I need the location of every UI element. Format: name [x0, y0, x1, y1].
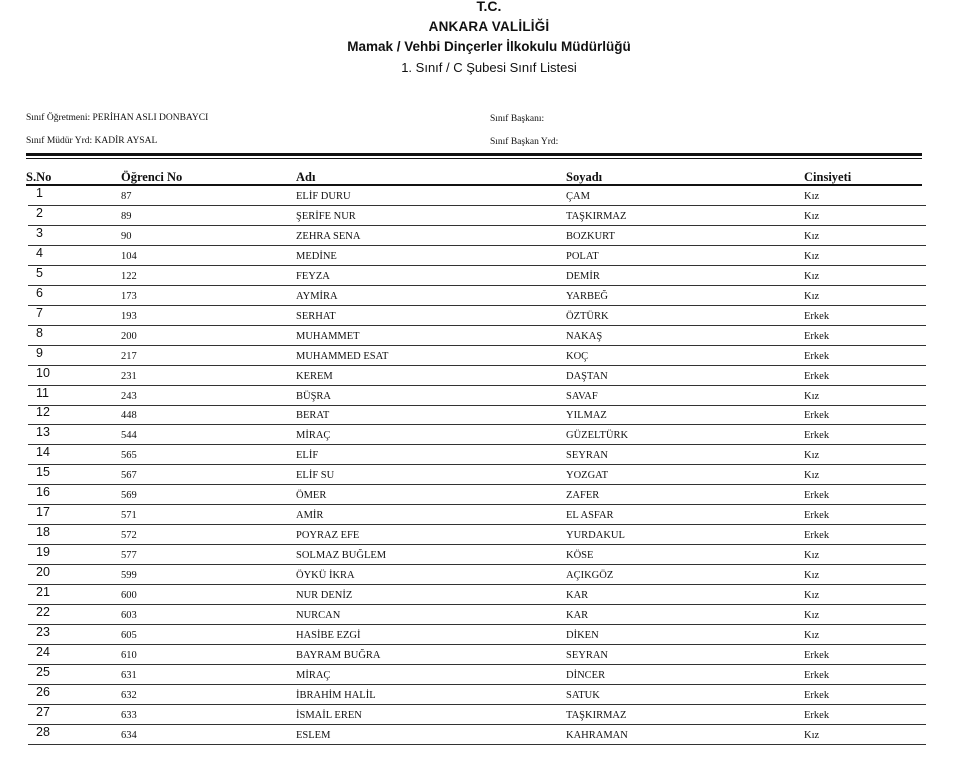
student-first-name: KEREM: [296, 370, 333, 382]
student-surname: DİNCER: [566, 669, 606, 681]
student-number: 632: [121, 689, 137, 701]
document-title: 1. Sınıf / C Şubesi Sınıf Listesi: [401, 60, 577, 75]
student-surname: TAŞKIRMAZ: [566, 709, 627, 721]
column-header-student-no: Öğrenci No: [121, 170, 183, 184]
row-number: 2: [36, 205, 43, 220]
table-row: [0, 346, 978, 366]
row-number: 17: [36, 505, 50, 520]
header-governorship: ANKARA VALİLİĞİ: [428, 19, 550, 34]
student-gender: Kız: [804, 390, 820, 402]
divider-thick: [26, 153, 922, 156]
row-number: 12: [36, 405, 50, 420]
student-surname: ÖZTÜRK: [566, 310, 609, 322]
row-number: 1: [36, 186, 43, 200]
class-president: Sınıf Başkanı:: [490, 114, 545, 124]
student-gender: Erkek: [804, 330, 830, 342]
student-first-name: BÜŞRA: [296, 390, 332, 402]
student-first-name: ELİF DURU: [296, 191, 351, 202]
student-surname: KOÇ: [566, 350, 589, 362]
student-surname: SEYRAN: [566, 450, 609, 462]
row-number: 21: [36, 585, 50, 599]
table-row: [0, 565, 978, 585]
student-gender: Erkek: [804, 709, 830, 721]
student-surname: NAKAŞ: [566, 330, 603, 342]
student-number: 600: [121, 590, 137, 601]
table-header: [0, 170, 978, 185]
table-row: [0, 725, 978, 745]
student-gender: Kız: [804, 450, 820, 462]
row-number: 26: [36, 684, 50, 699]
student-surname: YILMAZ: [566, 410, 607, 422]
student-surname: TAŞKIRMAZ: [566, 210, 627, 222]
student-surname: DİKEN: [566, 629, 599, 641]
student-surname: ZAFER: [566, 490, 600, 502]
student-gender: Kız: [804, 210, 820, 222]
student-surname: YARBEĞ: [566, 290, 609, 302]
column-header-sno: S.No: [26, 170, 52, 184]
student-surname: KAR: [566, 590, 589, 601]
student-first-name: NURCAN: [296, 609, 341, 621]
student-number: 104: [121, 250, 137, 262]
student-number: 87: [121, 191, 132, 202]
table-row: [0, 605, 978, 625]
student-gender: Kız: [804, 250, 820, 262]
student-number: 634: [121, 729, 137, 741]
table-row: [0, 445, 978, 465]
student-gender: Erkek: [804, 350, 830, 362]
divider-thin: [26, 158, 922, 159]
student-gender: Erkek: [804, 649, 830, 661]
student-number: 200: [121, 330, 137, 342]
row-number: 6: [36, 285, 43, 300]
student-gender: Kız: [804, 590, 820, 601]
student-gender: Erkek: [804, 310, 830, 322]
student-gender: Kız: [804, 729, 820, 741]
table-row: [0, 246, 978, 266]
student-number: 89: [121, 210, 132, 222]
student-number: 217: [121, 350, 137, 362]
student-gender: Kız: [804, 629, 820, 641]
student-number: 610: [121, 649, 137, 661]
row-number: 23: [36, 624, 50, 639]
header-school: Mamak / Vehbi Dinçerler İlkokulu Müdürlüğü: [347, 39, 631, 54]
student-surname: BOZKURT: [566, 230, 615, 242]
column-header-gender: Cinsiyeti: [804, 170, 852, 184]
student-gender: Erkek: [804, 510, 830, 522]
student-first-name: ZEHRA SENA: [296, 230, 361, 242]
student-first-name: İSMAİL EREN: [296, 709, 362, 721]
row-number: 15: [36, 465, 50, 480]
student-first-name: ELİF SU: [296, 470, 335, 482]
table-row: [0, 625, 978, 645]
student-first-name: MUHAMMED ESAT: [296, 350, 389, 362]
student-gender: Erkek: [804, 370, 830, 382]
student-first-name: MUHAMMET: [296, 330, 360, 342]
table-row: [0, 306, 978, 326]
student-gender: Erkek: [804, 669, 830, 681]
student-gender: Kız: [804, 470, 820, 482]
student-surname: SATUK: [566, 689, 600, 701]
table-row: [0, 665, 978, 685]
student-number: 605: [121, 629, 137, 641]
student-surname: YOZGAT: [566, 470, 608, 482]
class-teacher: Sınıf Öğretmeni: PERİHAN ASLI DONBAYCI: [26, 113, 209, 123]
table-row: [0, 425, 978, 445]
row-number: 16: [36, 485, 50, 500]
student-surname: EL ASFAR: [566, 510, 614, 522]
student-number: 603: [121, 609, 137, 621]
student-number: 565: [121, 450, 137, 462]
row-number: 14: [36, 445, 50, 460]
column-header-surname: Soyadı: [566, 170, 603, 184]
table-row: [0, 366, 978, 386]
student-gender: Kız: [804, 230, 820, 242]
row-number: 10: [36, 365, 50, 380]
student-number: 633: [121, 709, 137, 721]
row-number: 24: [36, 644, 50, 659]
student-surname: KAR: [566, 609, 589, 621]
table-row: [0, 386, 978, 406]
table-row: [0, 485, 978, 505]
student-first-name: FEYZA: [296, 270, 330, 282]
row-number: 18: [36, 525, 50, 540]
student-surname: YURDAKUL: [566, 530, 625, 542]
row-number: 13: [36, 425, 50, 440]
column-header-name: Adı: [296, 170, 316, 184]
student-number: 193: [121, 310, 137, 322]
row-number: 11: [36, 385, 49, 400]
row-number: 5: [36, 265, 43, 280]
student-surname: SAVAF: [566, 390, 598, 402]
student-first-name: MİRAÇ: [296, 430, 331, 442]
student-number: 567: [121, 470, 137, 482]
table-row: [0, 266, 978, 286]
table-row: [0, 206, 978, 226]
student-first-name: POYRAZ EFE: [296, 530, 360, 542]
student-gender: Kız: [804, 270, 820, 282]
student-first-name: BAYRAM BUĞRA: [296, 649, 381, 661]
student-first-name: AYMİRA: [296, 290, 338, 302]
student-number: 571: [121, 510, 137, 522]
deputy-principal: Sınıf Müdür Yrd: KADİR AYSAL: [26, 136, 158, 146]
student-number: 231: [121, 370, 137, 382]
row-divider: [28, 744, 926, 745]
student-number: 544: [121, 430, 137, 442]
student-first-name: MEDİNE: [296, 250, 337, 262]
student-gender: Erkek: [804, 430, 830, 442]
student-gender: Erkek: [804, 530, 830, 542]
student-first-name: SERHAT: [296, 310, 336, 322]
header-tc: T.C.: [476, 0, 502, 14]
student-gender: Kız: [804, 191, 820, 202]
student-number: 243: [121, 390, 137, 402]
row-number: 8: [36, 325, 43, 340]
student-surname: SEYRAN: [566, 649, 609, 661]
row-number: 4: [36, 245, 43, 260]
student-first-name: ŞERİFE NUR: [296, 210, 356, 222]
table-row: [0, 186, 978, 206]
table-row: [0, 525, 978, 545]
table-row: [0, 405, 978, 425]
student-first-name: NUR DENİZ: [296, 590, 353, 601]
table-row: [0, 286, 978, 306]
student-gender: Erkek: [804, 689, 830, 701]
student-first-name: ÖYKÜ İKRA: [296, 570, 355, 582]
student-surname: ÇAM: [566, 191, 590, 202]
student-first-name: ÖMER: [296, 490, 327, 502]
table-row: [0, 226, 978, 246]
table-row: [0, 585, 978, 605]
student-number: 448: [121, 410, 137, 422]
student-gender: Kız: [804, 550, 820, 562]
table-row: [0, 326, 978, 346]
student-number: 572: [121, 530, 137, 542]
student-surname: KÖSE: [566, 550, 594, 562]
student-number: 577: [121, 550, 137, 562]
student-surname: DEMİR: [566, 270, 600, 282]
student-gender: Kız: [804, 570, 820, 582]
row-number: 19: [36, 545, 50, 560]
student-number: 631: [121, 669, 137, 681]
student-first-name: İBRAHİM HALİL: [296, 689, 376, 701]
table-row: [0, 465, 978, 485]
student-gender: Erkek: [804, 490, 830, 502]
student-number: 173: [121, 290, 137, 302]
row-number: 27: [36, 704, 50, 719]
row-number: 9: [36, 345, 43, 360]
row-number: 7: [36, 305, 43, 320]
table-row: [0, 705, 978, 725]
row-number: 20: [36, 565, 50, 580]
row-number: 3: [36, 225, 43, 240]
student-gender: Kız: [804, 290, 820, 302]
student-surname: DAŞTAN: [566, 370, 608, 382]
student-surname: AÇIKGÖZ: [566, 570, 614, 582]
table-row: [0, 645, 978, 665]
student-number: 90: [121, 230, 132, 242]
table-row: [0, 505, 978, 525]
student-surname: POLAT: [566, 250, 599, 262]
student-first-name: MİRAÇ: [296, 669, 331, 681]
student-first-name: ELİF: [296, 450, 319, 462]
student-number: 569: [121, 490, 137, 502]
class-vice-president: Sınıf Başkan Yrd:: [490, 137, 559, 147]
student-surname: KAHRAMAN: [566, 729, 628, 741]
student-first-name: BERAT: [296, 410, 330, 422]
student-number: 599: [121, 570, 137, 582]
row-number: 25: [36, 664, 50, 679]
table-row: [0, 545, 978, 565]
student-first-name: ESLEM: [296, 729, 331, 741]
table-row: [0, 685, 978, 705]
student-gender: Erkek: [804, 410, 830, 422]
row-number: 28: [36, 724, 50, 739]
student-first-name: HASİBE EZGİ: [296, 629, 361, 641]
row-number: 22: [36, 604, 50, 619]
student-gender: Kız: [804, 609, 820, 621]
student-number: 122: [121, 270, 137, 282]
student-first-name: AMİR: [296, 510, 324, 522]
student-first-name: SOLMAZ BUĞLEM: [296, 550, 387, 562]
student-surname: GÜZELTÜRK: [566, 430, 629, 442]
